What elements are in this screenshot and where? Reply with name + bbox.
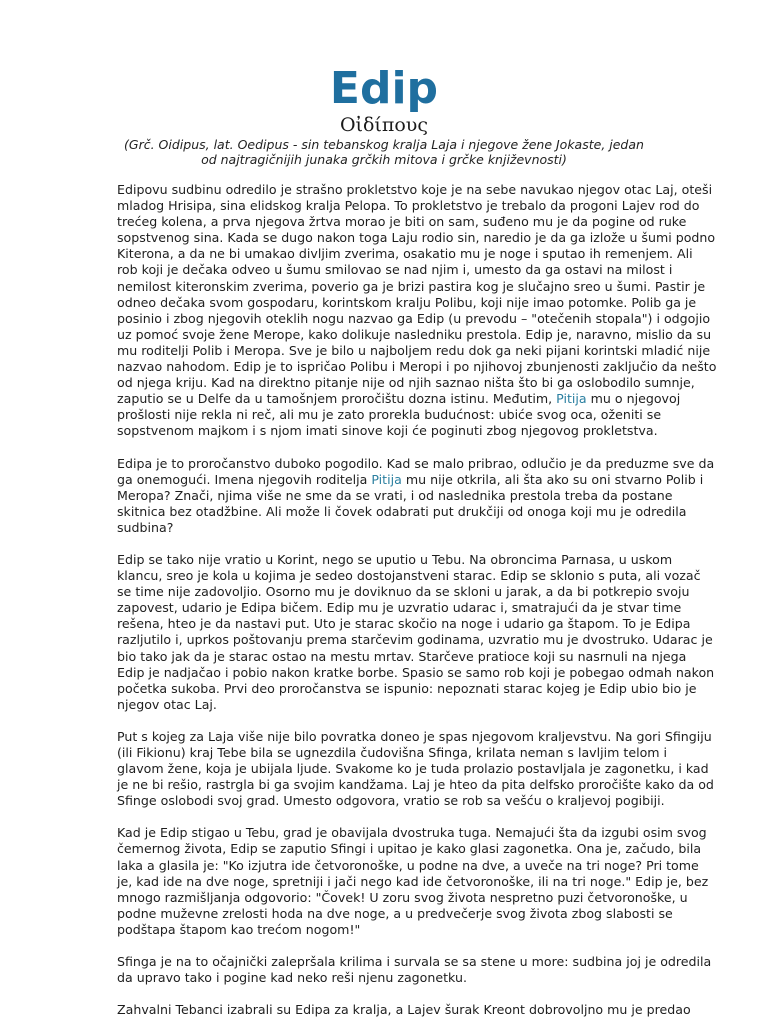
paragraph: Sfinga je na to očajnički zalepršala krilima i survala se sa stene u more: sudbina joj je odredila da upravo tako i pogine kad neko reši njenu zagonetku. — [117, 954, 712, 986]
paragraph — [117, 456, 717, 536]
page-title: Edip — [329, 63, 439, 114]
greek-title: Οἰδίπους — [339, 114, 429, 136]
paragraph-text: Edipa je to proročanstvo duboko pogodilo. Kad se malo pribrao, odlučio je da preduzme sve da ga onemogući. Imena njegovih roditelja — [117, 455, 715, 487]
pitija-link[interactable]: Pitija — [556, 391, 587, 407]
paragraph: Edip se tako nije vratio u Korint, nego se uputio u Tebu. Na obroncima Parnasa, u uskom klancu, sreo je kola u kojima je sedeo dostojanstveni starac. Edip se sklonio s puta, ali vozač se time nije zadovoljio. Osorno mu je doviknuo da se skloni u jarak, a da bi potkrepio svoju zapovest, udario je Edipa bičem. Edip mu je uzvratio udarac i, smatrajući da je stvar time rešena, hteo je da nastavi put. Uto je starac skočio na noge i udario ga štapom. To je Edipa razljutilo i, uprkos poštovanju prema starčevim godinama, uzvratio mu je dvostruko. Udarac je bio tako jak da je starac ostao na mestu mrtav. Starčeve pratioce koji su nasrnuli na njega Edip je nadjačao i pobio nakon kratke borbe. Spasio se samo rob koji je pobegao odmah nakon početka sukoba. Prvi deo proročanstva se ispunio: nepoznati starac kojeg je Edip ubio bio je njegov otac Laj. — [117, 551, 715, 712]
subtitle: (Grč. Oidipus, lat. Oedipus - sin tebanskog kralja Laja i njegove žene Jokaste, jedan od najtragičnijih junaka grčkih mitova i grčke književnosti) — [124, 137, 644, 167]
paragraph: Kad je Edip stigao u Tebu, grad je obavijala dvostruka tuga. Nemajući šta da izgubi osim svog čemernog života, Edip se zaputio Sfingi i upitao je kako glasi zagonetka. Ona je, začudo, bila laka a glasila je: "Ko izjutra ide četvoronoške, u podne na dve, a uveče na tri noge? Pri tome je, kad ide na dve noge, spretniji i jači nego kad ide četvoronoške, ili na tri noge." Edip je, bez mnogo razmišljanja odgovorio: "Čovek! U zoru svog života nespretno puzi četvoronoške, u podne muževne zrelosti hoda na dve noge, a u predvečerje svog života zbog slabosti se podštapa štapom kao trećom nogom!" — [117, 825, 709, 937]
paragraph-text: mu nije otkrila, ali šta ako su oni stvarno Polib i Meropa? Znači, njima više ne sme da se vrati, i od naslednika prestola treba da postane skitnica bez otadžbine. Ali može li čovek odabrati put drukčiji od onoga koji mu je odredila sudbina? — [117, 471, 704, 535]
paragraph: Zahvalni Tebanci izabrali su Edipa za kralja, a Lajev šurak Kreont dobrovoljno mu je predao — [117, 1002, 691, 1018]
paragraph — [117, 182, 717, 440]
article-body — [117, 182, 717, 1034]
paragraph-text: mu o njegovoj prošlosti nije rekla ni reč, ali mu je zato prorekla budućnost: ubiće svog oca, oženiti se sopstvenom majkom i s njom imati sinove koji će poginuti zbog njegovog prokletstva. — [117, 391, 681, 439]
paragraph: Put s kojeg za Laja više nije bilo povratka doneo je spas njegovom kraljevstvu. Na gori Sfingiju (ili Fikionu) kraj Tebe bila se ugnezdila čudovišna Sfinga, krilata neman s lavljim telom i glavom žene, koja je ubijala ljude. Svakome ko je tuda prolazio postavljala je zagonetku, i kad je ne bi rešio, rastrgla bi ga svojim kandžama. Laj je hteo da pita delfsko proročište kako da od Sfinge oslobodi svoj grad. Umesto odgovora, vratio se rob sa vešću o kraljevoj pogibiji. — [117, 728, 714, 809]
paragraph-text: Edipovu sudbinu odredilo je strašno prokletstvo koje je na sebe navukao njegov otac Laj, oteši mladog Hrisipa, sina elidskog kralja Pelopa. To prokletstvo je trebalo da progoni Lajev rod do trećeg kolena, a prva njegova žrtva morao je biti on sam, suđeno mu je da pogine od ruke sopstvenog sina. Kada se dugo nakon toga Laju rodio sin, naredio je da ga izlože u šumi podno Kiterona, a da ne bi umakao divljim zverima, osakatio mu je noge i sputao ih remenjem. Ali rob koji je dečaka odveo u šumu smilovao se nad njim i, umesto da ga ostavi na milost i nemilost kiteronskim zverima, poverio ga je brizi pastira kog je slučajno sreo u šumi. Pastir je odneo dečaka svom gospodaru, korintskom kralju Polibu, koji nije imao potomke. Polib ga je posinio i zbog njegovih oteklih nogu nazvao ga Edip (u prevodu – "otečenih stopala") i odgojio uz pomoć svoje žene Merope, kako dolikuje nasledniku prestola. Edip je, naravno, mislio da su mu roditelji Polib i Meropa. Sve je bilo u najboljem redu dok ga neki pijani korintski mladić nije nazvao nahodom. Edip je to ispričao Polibu i Meropi i po njihovoj zbunjenosti zaključio da nešto od njega kriju. Kad na direktno pitanje nije od njih saznao ništa što bi ga oslobodilo sumnje, zaputio se u Delfe da u tamošnjem proročištu dozna istinu. Međutim, — [117, 182, 717, 407]
pitija-link[interactable]: Pitija — [371, 471, 402, 487]
